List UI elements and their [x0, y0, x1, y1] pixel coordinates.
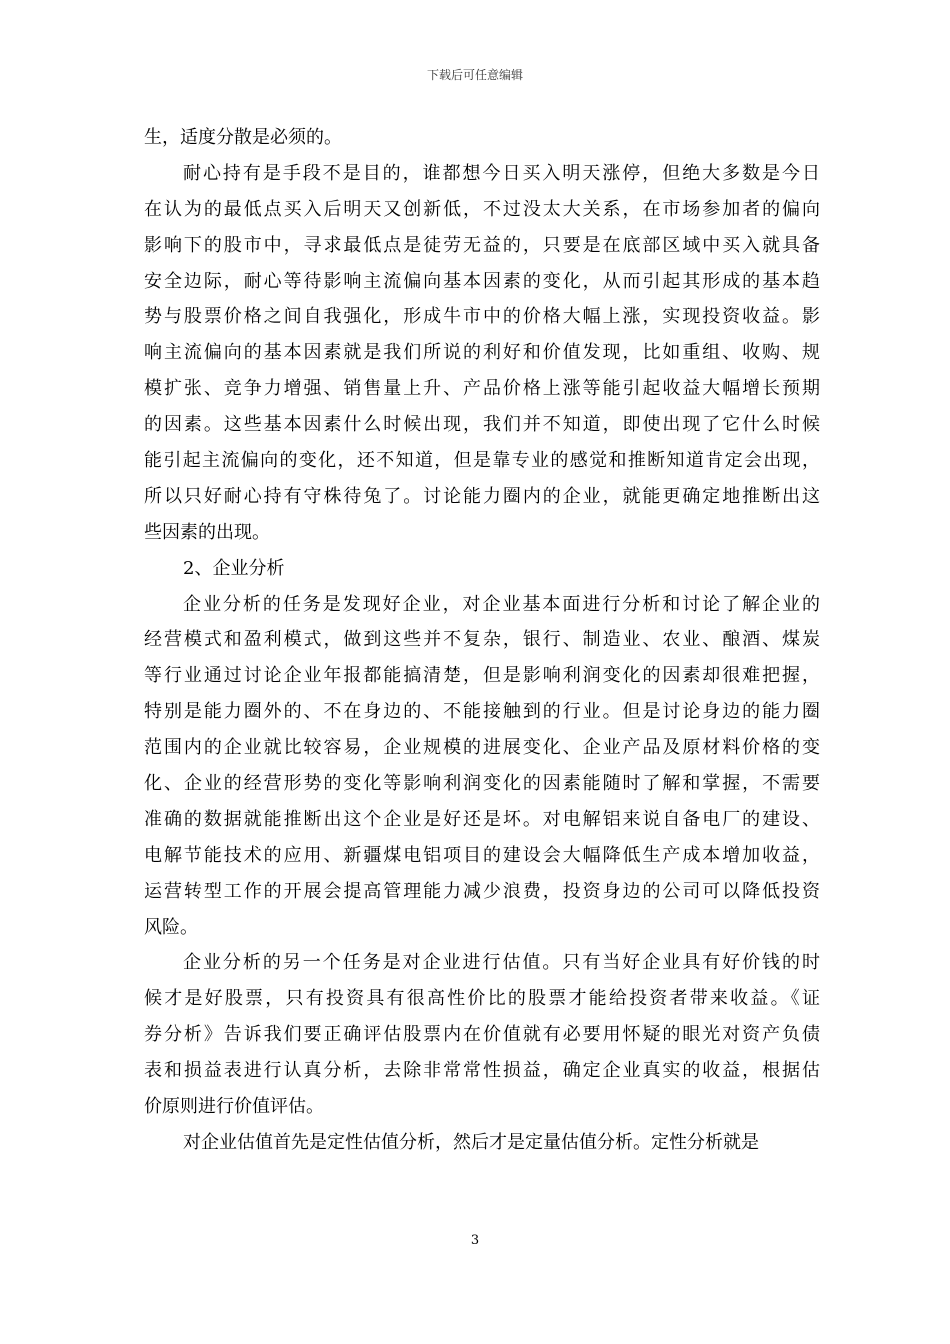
paragraph [144, 551, 820, 587]
paragraph-line: 范围内的企业就比较容易，企业规模的进展变化、企业产品及原材料价格的变 [144, 737, 820, 759]
paragraph-line: 所以只好耐心持有守株待兔了。讨论能力圈内的企业，就能更确定地推断出这 [144, 485, 820, 507]
paragraph-line: 价原则进行价值评估。 [144, 1096, 324, 1118]
document-body [144, 120, 820, 1161]
paragraph-line: 表和损益表进行认真分析，去除非常常性损益，确定企业真实的收益，根据估 [144, 1060, 820, 1082]
paragraph-line: 安全边际，耐心等待影响主流偏向基本因素的变化，从而引起其形成的基本趋 [144, 270, 820, 292]
paragraph-line: 准确的数据就能推断出这个企业是好还是坏。对电解铝来说自备电厂的建设、 [144, 808, 820, 830]
paragraph-line: 特别是能力圈外的、不在身边的、不能接触到的行业。但是讨论身边的能力圈 [144, 701, 820, 723]
paragraph [144, 1125, 820, 1161]
paragraph [144, 156, 820, 551]
paragraph [144, 587, 820, 946]
paragraph-line: 经营模式和盈利模式，做到这些并不复杂，银行、制造业、农业、酿酒、煤炭 [144, 629, 820, 651]
paragraph-line: 运营转型工作的开展会提高管理能力减少浪费，投资身边的公司可以降低投资 [144, 880, 820, 902]
paragraph-line: 势与股票价格之间自我强化，形成牛市中的价格大幅上涨，实现投资收益。影 [144, 306, 820, 328]
paragraph-line: 耐心持有是手段不是目的，谁都想今日买入明天涨停，但绝大多数是今日 [183, 162, 820, 184]
paragraph-line: 模扩张、竞争力增强、销售量上升、产品价格上涨等能引起收益大幅增长预期 [144, 378, 820, 400]
paragraph [144, 120, 820, 156]
paragraph-line: 等行业通过讨论企业年报都能搞清楚，但是影响利润变化的因素却很难把握， [144, 665, 820, 687]
paragraph-line: 对企业估值首先是定性估值分析，然后才是定量估值分析。定性分析就是 [183, 1131, 759, 1153]
paragraph-line: 响主流偏向的基本因素就是我们所说的利好和价值发现，比如重组、收购、规 [144, 342, 820, 364]
paragraph-line: 影响下的股市中，寻求最低点是徒劳无益的，只要是在底部区域中买入就具备 [144, 234, 820, 256]
paragraph-line: 些因素的出现。 [144, 521, 270, 543]
paragraph-line: 生，适度分散是必须的。 [144, 127, 342, 148]
paragraph-line: 企业分析的另一个任务是对企业进行估值。只有当好企业具有好价钱的时 [183, 952, 820, 974]
paragraph-line: 能引起主流偏向的变化，还不知道，但是靠专业的感觉和推断知道肯定会出现， [144, 450, 820, 472]
paragraph-line: 券分析》告诉我们要正确评估股票内在价值就有必要用怀疑的眼光对资产负债 [144, 1024, 820, 1046]
paragraph-line: 化、企业的经营形势的变化等影响利润变化的因素能随时了解和掌握，不需要 [144, 773, 820, 795]
paragraph-line: 2、企业分析 [183, 557, 285, 579]
page-header: 下载后可任意编辑 [426, 68, 523, 82]
paragraph-line: 电解节能技术的应用、新疆煤电铝项目的建设会大幅降低生产成本增加收益， [144, 844, 820, 866]
paragraph-line: 在认为的最低点买入后明天又创新低，不过没太大关系，在市场参加者的偏向 [144, 198, 820, 220]
page-number: 3 [470, 1233, 480, 1248]
paragraph-line: 风险。 [144, 916, 198, 938]
paragraph-line: 候才是好股票，只有投资具有很高性价比的股票才能给投资者带来收益。《证 [144, 988, 820, 1010]
paragraph [144, 945, 820, 1124]
paragraph-line: 的因素。这些基本因素什么时候出现，我们并不知道，即使出现了它什么时候 [144, 414, 820, 436]
paragraph-line: 企业分析的任务是发现好企业，对企业基本面进行分析和讨论了解企业的 [183, 593, 820, 615]
